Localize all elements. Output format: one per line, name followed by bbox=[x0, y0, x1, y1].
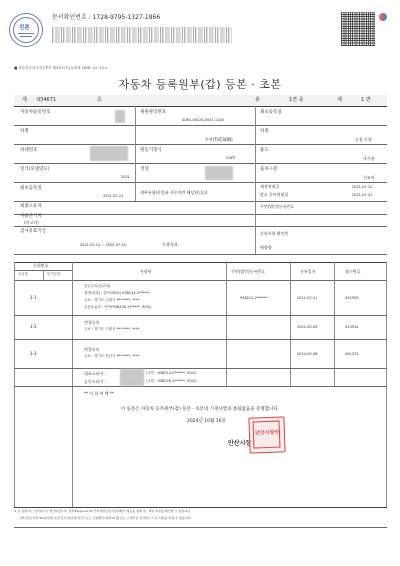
made-date-label: 제작연월일 bbox=[260, 184, 280, 189]
redacted-vin bbox=[90, 146, 128, 161]
rep-owner-label: 대표소유자 : bbox=[84, 371, 106, 376]
row-receipt: 061374 bbox=[345, 352, 359, 356]
page-no: 1 면 bbox=[361, 97, 371, 103]
use-base-label: 사용본거지 bbox=[20, 214, 42, 219]
inspect-label: 검사유효기간 bbox=[20, 229, 47, 234]
first-date-label: 최초등록일 bbox=[20, 186, 42, 191]
row-date: 2021-07-21 bbox=[297, 296, 318, 300]
doc-no-prefix: 제 bbox=[22, 97, 27, 103]
origin-value: 신조차 bbox=[363, 175, 375, 180]
row-line: 주소 : 경기도 수원시 *** ****, **** bbox=[84, 298, 140, 302]
col-sub-reg: 부기등록 bbox=[47, 272, 61, 276]
model-value: 투싼(TUCSON) bbox=[205, 137, 233, 142]
notice-line-1: ※ 본 증명서는 인터넷으로 발급되었으며, 정부24(gov.kr)의 인터넷발급문서진위확인 메뉴를 통해 위 · 변조 여부를 확인할 수 있습니다. bbox=[14, 509, 192, 513]
row-line: 신규등록(신조차) bbox=[84, 284, 111, 288]
seal-label: 안산시장인 bbox=[254, 429, 280, 437]
official-seal bbox=[248, 416, 285, 453]
doc-number: 034671 bbox=[37, 97, 57, 103]
col-id: 주민(법인)등록번호 bbox=[231, 269, 266, 274]
made-date-value: 2021-07-12 bbox=[352, 185, 373, 189]
seal-text: 진본 bbox=[19, 25, 30, 31]
car-type-label: 차종 bbox=[260, 129, 269, 134]
redacted-reg-no bbox=[115, 110, 125, 123]
car-type-value: 승용 중형 bbox=[355, 137, 372, 142]
qr-code bbox=[341, 12, 375, 46]
address-label: 주민(법인)등록번호 bbox=[260, 204, 295, 209]
first-date-value: 2021-07-21 bbox=[103, 194, 124, 198]
vin-label: 차대번호 bbox=[20, 148, 38, 153]
col-main-reg: 주등록 bbox=[18, 272, 29, 276]
reg-no-label: 자동차등록번호 bbox=[20, 110, 51, 115]
form-reference: ■ 자동차등록규칙 [별지 제3호서식] <개정 2018. 12. 13.> bbox=[14, 66, 108, 70]
row-line: 변경등록 bbox=[84, 347, 100, 352]
end-mark: ** 이 하 여 백 ** bbox=[84, 391, 114, 396]
final-owner-label: 최종소유자 bbox=[20, 204, 42, 209]
row-line: 주소 : 경기도 안산시 *** ****, **** bbox=[84, 354, 140, 358]
row-line: 주소 : 경기도 수원시 *** ****, **** bbox=[84, 327, 140, 331]
row-id: 938214-2****** bbox=[240, 296, 268, 300]
remark-label: 배출량 bbox=[260, 245, 272, 250]
doc-no-suffix: 호 bbox=[97, 97, 102, 103]
engine-value: G4FP bbox=[226, 156, 236, 160]
color-label: 색상 bbox=[140, 167, 149, 172]
row-line: 변경등록 bbox=[84, 320, 100, 325]
row-seq: 1-3 bbox=[30, 351, 37, 356]
reg-officer-label: 등록사항 확인란 bbox=[260, 231, 289, 236]
certify-text: 이 등본은 자동차 등록원부(갑) 등본 · 초본의 기재사항과 틀림없음을 증명합니다. bbox=[120, 407, 280, 412]
row-date: 2022-05-09 bbox=[297, 325, 318, 329]
inspect-value: 2021-07-21 ~ 2025-07-20 bbox=[80, 243, 126, 247]
page-total-label: 총 bbox=[255, 97, 260, 103]
engine-label: 원동기형식 bbox=[140, 148, 162, 153]
sub-type-label: 세부유형(사업용 자동차만 해당합니다) bbox=[140, 190, 208, 195]
authenticity-seal bbox=[9, 13, 43, 47]
col-receipt: 접수번호 bbox=[345, 269, 361, 274]
row-seq: 1-2 bbox=[30, 324, 37, 329]
page-no-prefix: 제 bbox=[337, 97, 342, 103]
row-receipt: 023554 bbox=[345, 325, 359, 329]
col-matter: 사항란 bbox=[140, 269, 152, 274]
cancel-date-label: 말소 등록연월일 bbox=[260, 192, 289, 197]
doc-confirm-number: 문서확인번호 : 1728-9795-1327-1866 bbox=[52, 14, 161, 21]
gov-logo-icon bbox=[377, 13, 389, 23]
issue-date: 2024년 10월 16일 bbox=[187, 419, 226, 424]
page-total: 1면 중 bbox=[289, 97, 304, 103]
use-value: 자가용 bbox=[363, 156, 375, 161]
col-date: 등록일자 bbox=[300, 269, 316, 274]
notice-line-2: (발급일로부터 90일까지) 또한 문서 하단의 바코드로도 진위확인(정부24 앱 또는 스캐너용 문서확인 프로그램)을 하실 수 있습니다. bbox=[20, 516, 192, 520]
issuer-name: 안산시장 bbox=[228, 440, 252, 447]
row-seq: 1-1 bbox=[30, 295, 37, 300]
use-base-sub: (차고지) bbox=[24, 220, 39, 225]
mileage-label: 주행거리: bbox=[162, 242, 179, 247]
redacted-co-owner bbox=[120, 377, 144, 386]
mgmt-label: 제원관리번호 bbox=[140, 110, 167, 115]
model-label: 차명 bbox=[20, 129, 29, 134]
barcode bbox=[52, 27, 232, 43]
year-label: 연식(모델연도) bbox=[20, 167, 50, 172]
co-owner-value: (주민 : 938226-1******, 50%) bbox=[146, 379, 197, 383]
rep-owner-value: (주민 : 938214-2******, 50%) bbox=[146, 371, 197, 375]
row-receipt: 002355 bbox=[345, 296, 359, 300]
mgmt-value: A081-00124-0047-1220 bbox=[182, 118, 224, 122]
redacted-color bbox=[205, 166, 233, 180]
year-value: 2021 bbox=[121, 175, 130, 179]
document-title: 자동차 등록원부(갑) 등본 · 초본 bbox=[118, 78, 282, 91]
row-date: 2024-05-28 bbox=[297, 352, 318, 356]
cancel-date-value: 2021-07-21 bbox=[352, 193, 373, 197]
row-line: 성명(상호) : 류**(50%) 938214-2****** bbox=[84, 291, 150, 295]
first-reg-date-label: 최초등록일 bbox=[260, 110, 282, 115]
use-label: 용도 bbox=[260, 148, 269, 153]
row-line: 공동소유자 : 이**(938226-1******, 50%) bbox=[84, 305, 152, 309]
co-owner-label: 공동소유자 : bbox=[84, 379, 106, 384]
origin-label: 출처구분 bbox=[260, 167, 278, 172]
col-seq: 순위번호 bbox=[33, 263, 49, 268]
